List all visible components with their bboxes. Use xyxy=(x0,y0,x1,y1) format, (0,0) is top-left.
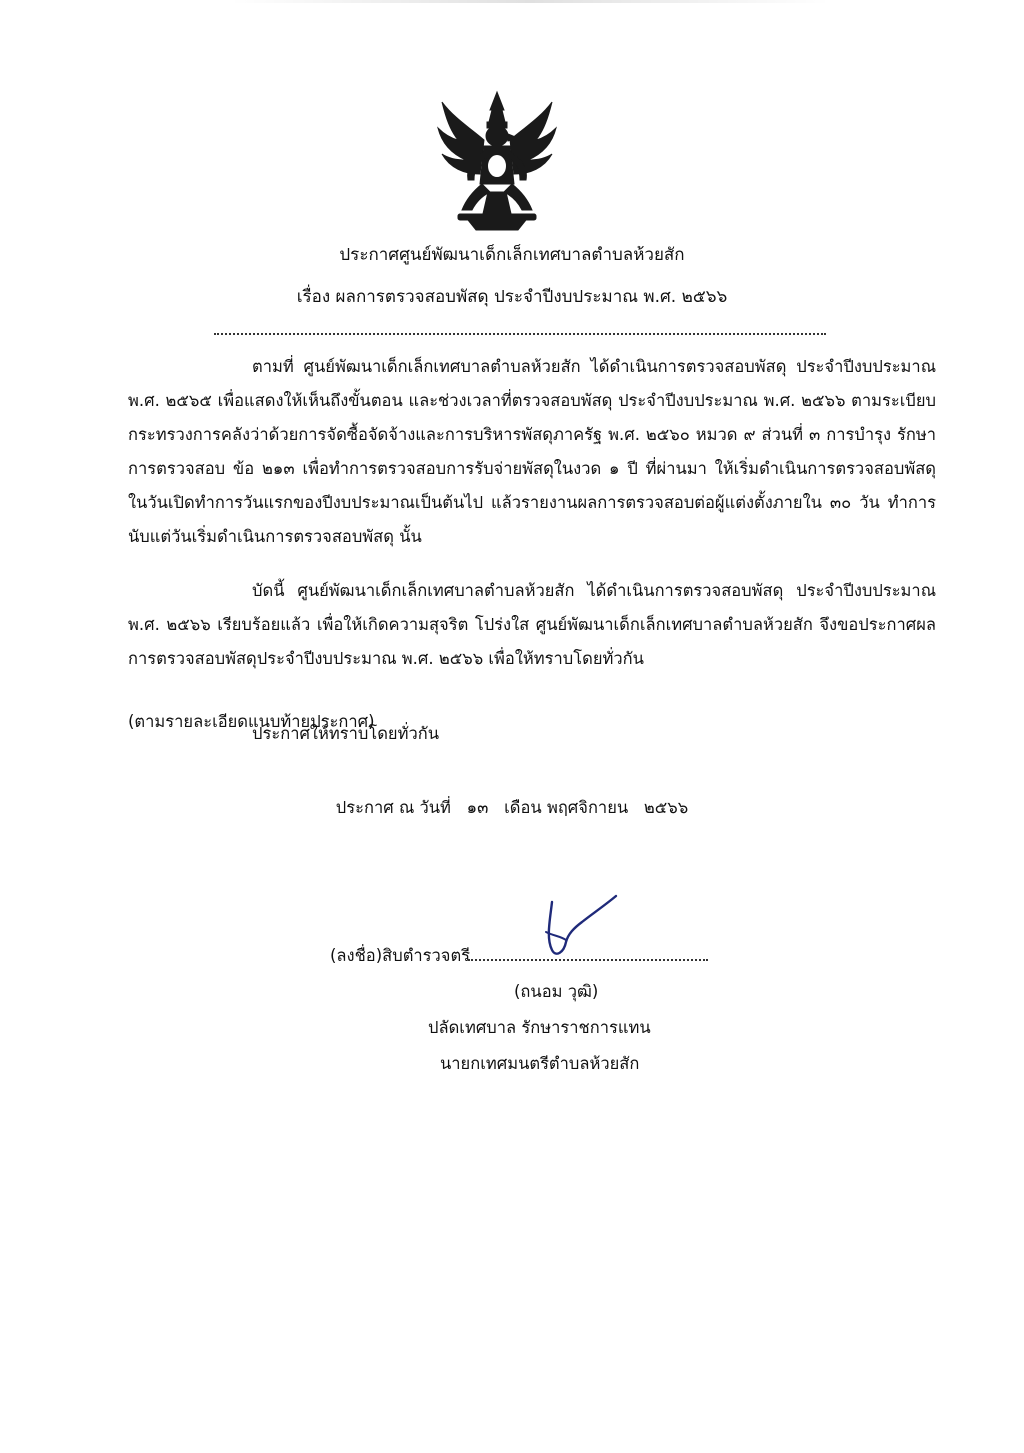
paragraph-1-text: ตามที่ ศูนย์พัฒนาเด็กเล็กเทศบาลตำบลห้วยสัก ได้ดำเนินการตรวจสอบพัสดุ ประจำปีงบประมาณ พ.ศ. ๒๕๖๕ เพื่อแสดงให้เห็นถึงขั้นตอน และช่วงเวลาที่ตรวจสอบพัสดุ ประจำปีงบประมาณ พ.ศ. ๒๕๖๖ ตามระเบียบกระทรวงการคลังว่าด้วยการจัดซื้อจัดจ้างและการบริหารพัสดุภาครัฐ พ.ศ. ๒๕๖๐ หมวด ๙ ส่วนที่ ๓ การบำรุง รักษา การตรวจสอบ ข้อ ๒๑๓ เพื่อทำการตรวจสอบการรับจ่ายพัสดุในงวด ๑ ปี ที่ผ่านมา ให้เริ่มดำเนินการตรวจสอบพัสดุในวันเปิดทำการวันแรกของปีงบประมาณเป็นต้นไป แล้วรายงานผลการตรวจสอบต่อผู้แต่งตั้งภายใน ๓๐ วัน ทำการ นับแต่วันเริ่มดำเนินการตรวจสอบพัสดุ นั้น xyxy=(128,357,936,546)
attachment-note: (ตามรายละเอียดแนบท้ายประกาศ) xyxy=(128,712,375,731)
body-paragraph-2 xyxy=(128,574,936,676)
signatory-position-2: นายกเทศมนตรีตำบลห้วยสัก xyxy=(440,1054,640,1073)
signatory-position-1: ปลัดเทศบาล รักษาราชการแทน xyxy=(428,1018,651,1037)
body-paragraph-1 xyxy=(128,350,936,554)
closing-statement: ประกาศให้ทราบโดยทั่วกัน xyxy=(252,724,439,743)
dotted-divider xyxy=(214,333,826,335)
announcement-subject: เรื่อง ผลการตรวจสอบพัสดุ ประจำปีงบประมาณ พ.ศ. ๒๕๖๖ xyxy=(296,287,728,307)
announcement-date: ประกาศ ณ วันที่ ๑๓ เดือน พฤศจิกายน ๒๕๖๖ xyxy=(335,798,689,817)
garuda-emblem-icon xyxy=(432,88,562,233)
paragraph-2-text: บัดนี้ ศูนย์พัฒนาเด็กเล็กเทศบาลตำบลห้วยสัก ได้ดำเนินการตรวจสอบพัสดุ ประจำปีงบประมาณ พ.ศ. ๒๕๖๖ เรียบร้อยแล้ว เพื่อให้เกิดความสุจริต โปร่งใส ศูนย์พัฒนาเด็กเล็กเทศบาลตำบลห้วยสัก จึงขอประกาศผลการตรวจสอบพัสดุประจำปีงบประมาณ พ.ศ. ๒๕๖๖ เพื่อให้ทราบโดยทั่วกัน xyxy=(128,581,936,668)
signature-label: (ลงชื่อ)สิบตำรวจตรี xyxy=(330,946,471,965)
handwritten-signature-icon xyxy=(530,892,620,962)
scan-edge-shadow xyxy=(230,0,830,3)
announcement-title: ประกาศศูนย์พัฒนาเด็กเล็กเทศบาลตำบลห้วยสัก xyxy=(339,245,685,265)
signatory-name: (ถนอม วุฒิ) xyxy=(514,982,599,1001)
